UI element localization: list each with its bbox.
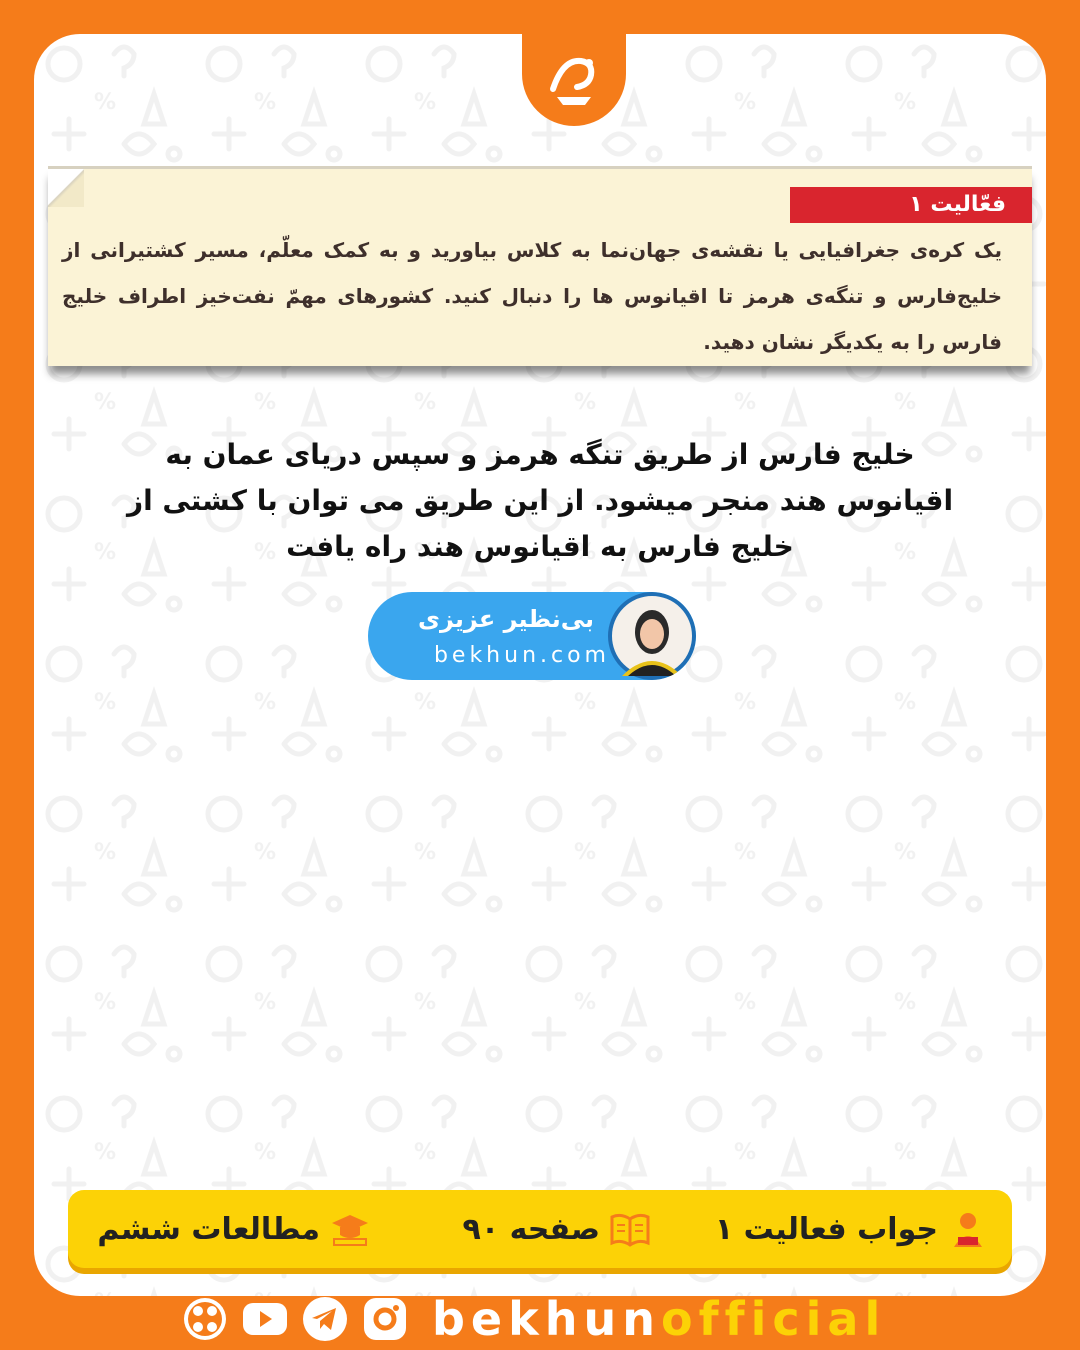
author-badge[interactable] [368, 592, 696, 680]
info-bar [68, 1190, 1012, 1268]
youtube-icon [240, 1294, 290, 1344]
activity-title: فعّالیت ۱ [790, 187, 1032, 223]
author-site[interactable]: bekhun.com [433, 643, 610, 668]
brand-part2: official [660, 1292, 887, 1346]
info-page [463, 1190, 652, 1268]
youtube-link[interactable] [240, 1294, 290, 1344]
instagram-icon [360, 1294, 410, 1344]
book-icon [608, 1207, 652, 1251]
author-name: بی‌نظیر عزیزی [417, 605, 594, 633]
brand-part1: bekhun [432, 1292, 661, 1346]
author-avatar [608, 592, 696, 680]
logo-icon [539, 45, 609, 115]
telegram-icon [300, 1294, 350, 1344]
info-subject-label: مطالعات ششم [97, 1211, 320, 1247]
info-activity [715, 1190, 990, 1268]
page-fold [48, 169, 84, 207]
answer-text: خلیج فارس از طریق تنگه هرمز و سپس دریای عمان به اقیانوس هند منجر میشود. از این طریق می توان با کشتی از خلیج فارس به اقیانوس هند راه یافت [126, 438, 954, 563]
aparat-link[interactable] [180, 1294, 230, 1344]
activity-text: یک کره‌ی جغرافیایی یا نقشه‌ی جهان‌نما به کلاس بیاورید و به کمک معلّم، مسیر کشتیرانی از خلیج‌فارس و تنگه‌ی هرمز تا اقیانوس ها را دنبال کنید. کشورهای مهمّ نفت‌خیز اطراف خلیج فارس را به یکدیگر نشان دهید. [62, 238, 1002, 354]
instagram-link[interactable] [360, 1294, 410, 1344]
brand-wordmark[interactable] [432, 1290, 886, 1348]
aparat-icon [180, 1294, 230, 1344]
social-footer [180, 1290, 886, 1348]
teacher-icon [946, 1207, 990, 1251]
info-page-label: صفحه ۹۰ [462, 1211, 600, 1247]
telegram-link[interactable] [300, 1294, 350, 1344]
graduation-cap-icon [328, 1207, 372, 1251]
info-activity-label: جواب فعالیت ۱ [714, 1211, 938, 1247]
info-subject [97, 1190, 372, 1268]
avatar-icon [612, 596, 692, 676]
activity-box [48, 166, 1032, 366]
